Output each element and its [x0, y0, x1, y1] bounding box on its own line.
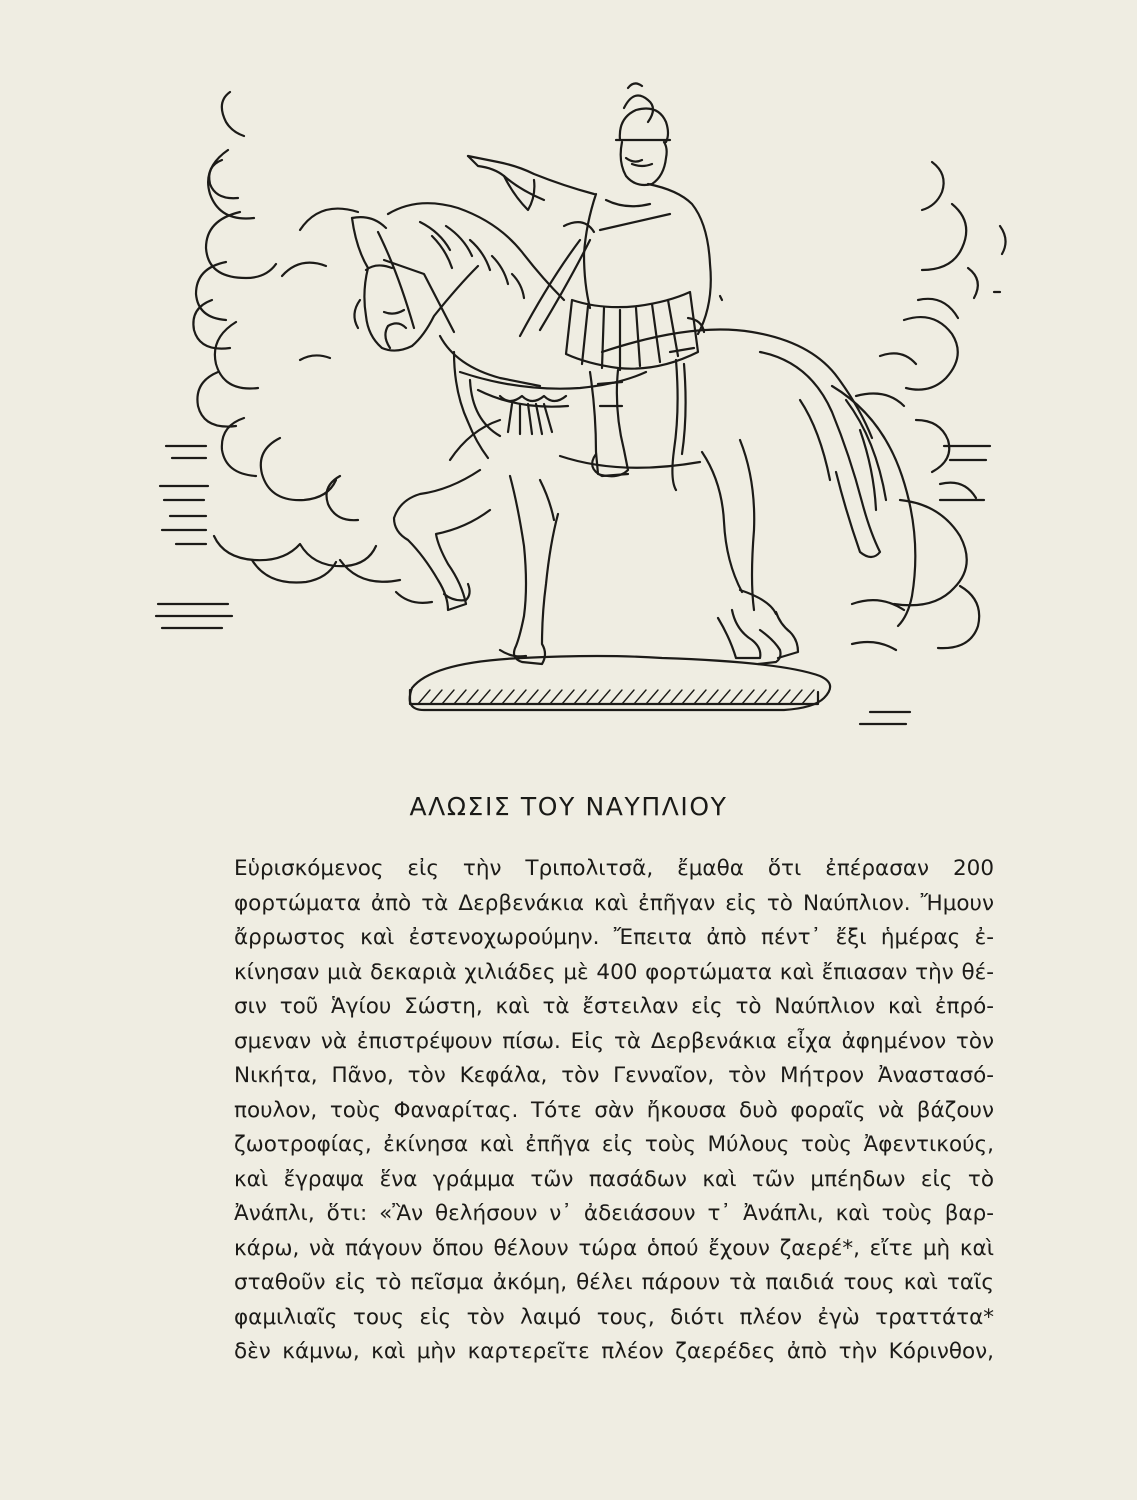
text-line: πουλον, τοὺς Φαναρίτας. Τότε σὰν ἤκουσα δυὸ φοραῖς νὰ βάζουν	[234, 1097, 994, 1123]
text-line: κάρω, νὰ πάγουν ὅπου θέλουν τώρα ὁπού ἔχουν ζαερέ*, εἴτε μὴ καὶ	[234, 1235, 994, 1261]
text-line: σταθοῦν εἰς τὸ πεῖσμα ἀκόμη, θέλει πάρουν τὰ παιδιά τους καὶ ταῖς	[234, 1270, 994, 1295]
text-line: Ἀνάπλι, ὅτι: «Ἂν θελήσουν ν᾽ ἀδειάσουν τ᾽ Ἀνάπλι, καὶ τοὺς βαρ-	[234, 1201, 994, 1226]
body-text	[234, 852, 994, 1370]
text-line: Εὑρισκόμενος εἰς τὴν Τριπολιτσᾶ, ἔμαθα ὅτι ἐπέρασαν 200	[234, 856, 994, 881]
text-line: Νικήτα, Πᾶνο, τὸν Κεφάλα, τὸν Γενναῖον, τὸν Μήτρον Ἀναστασό-	[234, 1063, 994, 1088]
smoke-cloud-right-icon	[852, 162, 1006, 724]
text-line: καὶ ἔγραψα ἕνα γράμμα τῶν πασάδων καὶ τῶν μπέηδων εἰς τὸ	[234, 1166, 994, 1192]
text-line: κίνησαν μιὰ δεκαριὰ χιλιάδες μὲ 400 φορτώματα καὶ ἔπιασαν τὴν θέ-	[234, 959, 994, 985]
text-line: φαμιλιαῖς τους εἰς τὸν λαιμό τους, διότι πλέον ἐγὼ τραττάτα*	[234, 1304, 994, 1330]
text-line: ἄρρωστος καὶ ἐστενοχωρούμην. Ἔπειτα ἀπὸ πέντ᾽ ἔξι ἡμέρας ἐ-	[234, 925, 994, 950]
equestrian-statue-illustration	[150, 70, 1030, 730]
text-line: σμεναν νὰ ἐπιστρέψουν πίσω. Εἰς τὰ Δερβενάκια εἶχα ἀφημένον τὸν	[234, 1028, 994, 1054]
horse-icon	[352, 203, 915, 664]
text-line: φορτώματα ἀπὸ τὰ Δερβενάκια καὶ ἐπῆγαν εἰς τὸ Ναύπλιον. Ἤμουν	[234, 890, 994, 916]
statue-plinth-icon	[410, 656, 830, 710]
text-line: ζωοτροφίας, ἐκίνησα καὶ ἐπῆγα εἰς τοὺς Μύλους τοὺς Ἀφεντικούς,	[234, 1132, 994, 1157]
text-line: σιν τοῦ Ἁγίου Σώστη, καὶ τὰ ἔστειλαν εἰς τὸ Ναύπλιον καὶ ἐπρό-	[234, 994, 994, 1019]
smoke-cloud-left-icon	[156, 92, 432, 628]
text-line: δὲν κάμνω, καὶ μὴν καρτερεῖτε πλέον ζαερέδες ἀπὸ τὴν Κόρινθον,	[234, 1339, 994, 1364]
rider-icon	[468, 83, 722, 490]
page-title: ΑΛΩΣΙΣ ΤΟΥ ΝΑΥΠΛΙΟΥ	[409, 792, 728, 821]
